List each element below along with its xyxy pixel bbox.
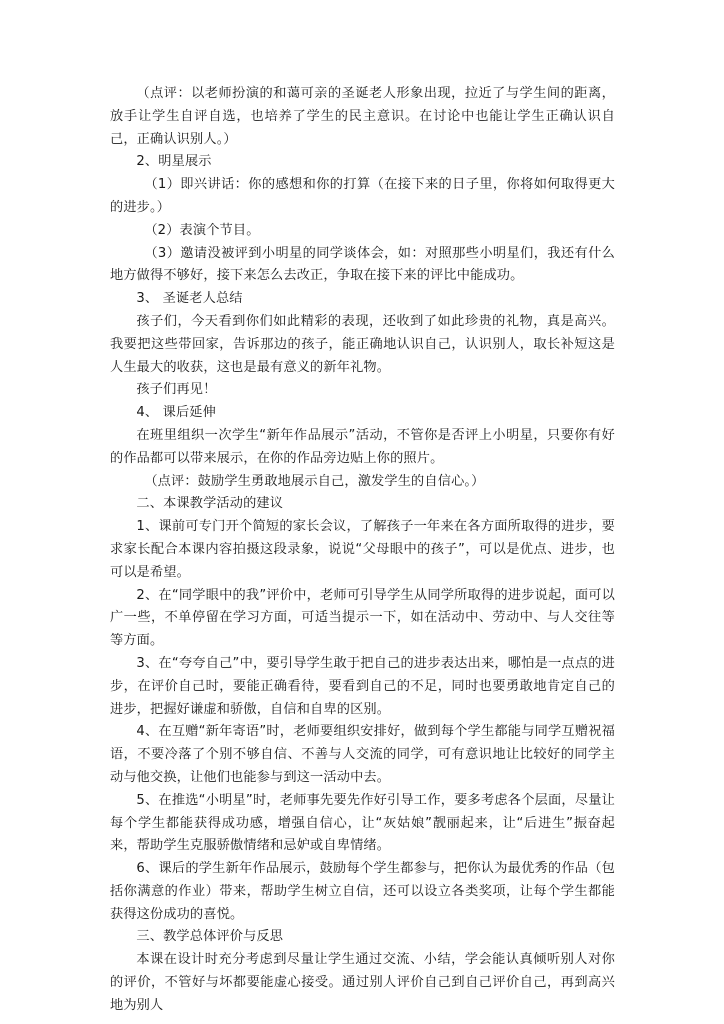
heading-evaluation: 三、教学总体评价与反思 <box>136 929 284 945</box>
paragraph-santa-speech: 孩子们，今天看到你们如此精彩的表现，还收到了如此珍贵的礼物，真是高兴。我要把这些带回家，告诉那边的孩子，能正确地认识自己，认识别人，取长补短这是人生最大的收获，这也是最有意义的新年礼物。 <box>110 313 615 375</box>
paragraph-extension-activity: 在班里组织一次学生“新年作品展示”活动，不管你是否评上小明星，只要你有好的作品都可以带来展示，在你的作品旁边贴上你的照片。 <box>110 427 615 466</box>
heading-star-show: 2、明星展示 <box>136 154 212 170</box>
heading-suggestions: 二、本课教学活动的建议 <box>136 496 284 512</box>
paragraph-suggestion-2: 2、在“同学眼中的我”评价中，老师可引导学生从同学所取得的进步说起，面可以广一些，不单停留在学习方面，可适当提示一下，如在活动中、劳动中、与人交往等等方面。 <box>110 587 615 649</box>
document-body <box>110 83 615 1018</box>
paragraph-comment-2: （点评：鼓励学生勇敢地展示自己，激发学生的自信心。） <box>144 473 485 489</box>
heading-santa-summary: 3、 圣诞老人总结 <box>136 291 243 307</box>
paragraph-invite-reflection: （3）邀请没被评到小明星的同学谈体会，如：对照那些小明星们，我还有什么地方做得不够好，接下来怎么去改正，争取在接下来的评比中能成功。 <box>110 245 615 284</box>
paragraph-goodbye: 孩子们再见！ <box>136 382 217 398</box>
paragraph-impromptu-speech: （1）即兴讲话：你的感想和你的打算（在接下来的日子里，你将如何取得更大的进步。） <box>110 177 615 215</box>
paragraph-comment-1: （点评：以老师扮演的和蔼可亲的圣诞老人形象出现，拉近了与学生间的距离，放手让学生自评自选，也培养了学生的民主意识。在讨论中也能让学生正确认识自己，正确认识别人。） <box>110 86 615 147</box>
paragraph-performance: （2）表演个节目。 <box>144 222 260 238</box>
paragraph-suggestion-1: 1、课前可专门开个简短的家长会议，了解孩子一年来在各方面所取得的进步，要求家长配合本课内容拍摄这段录象，说说“父母眼中的孩子”，可以是优点、进步，也可以是希望。 <box>110 519 615 580</box>
paragraph-suggestion-3: 3、在“夸夸自己”中，要引导学生敢于把自己的进步表达出来，哪怕是一点点的进步，在评价自己时，要能正确看待，要看到自己的不足，同时也要勇敢地肯定自己的进步，把握好谦虚和骄傲，自信和自卑的区别。 <box>110 655 615 717</box>
paragraph-suggestion-4: 4、在互赠“新年寄语”时，老师要组织安排好，做到每个学生都能与同学互赠祝福语，不要冷落了个别不够自信、不善与人交流的同学，可有意识地让比较好的同学主动与他交换，让他们也能参与到这一活动中去。 <box>110 724 615 785</box>
paragraph-evaluation: 本课在设计时充分考虑到尽量让学生通过交流、小结，学会能认真倾听别人对你的评价，不管好与坏都要能虚心接受。通过别人评价自己到自己评价自己，再到高兴地为别人 <box>110 952 615 1013</box>
heading-extension: 4、 课后延伸 <box>136 405 216 421</box>
paragraph-suggestion-6: 6、课后的学生新年作品展示，鼓励每个学生都参与，把你认为最优秀的作品（包括你满意的作业）带来，帮助学生树立自信，还可以设立各类奖项，让每个学生都能获得这份成功的喜悦。 <box>110 861 615 922</box>
paragraph-suggestion-5: 5、在推选“小明星”时，老师事先要先作好引导工作，要多考虑各个层面，尽量让每个学生都能获得成功感，增强自信心，让“灰姑娘”靓丽起来，让“后进生”振奋起来，帮助学生克服骄傲情绪和忌妒或自卑情绪。 <box>110 792 615 854</box>
